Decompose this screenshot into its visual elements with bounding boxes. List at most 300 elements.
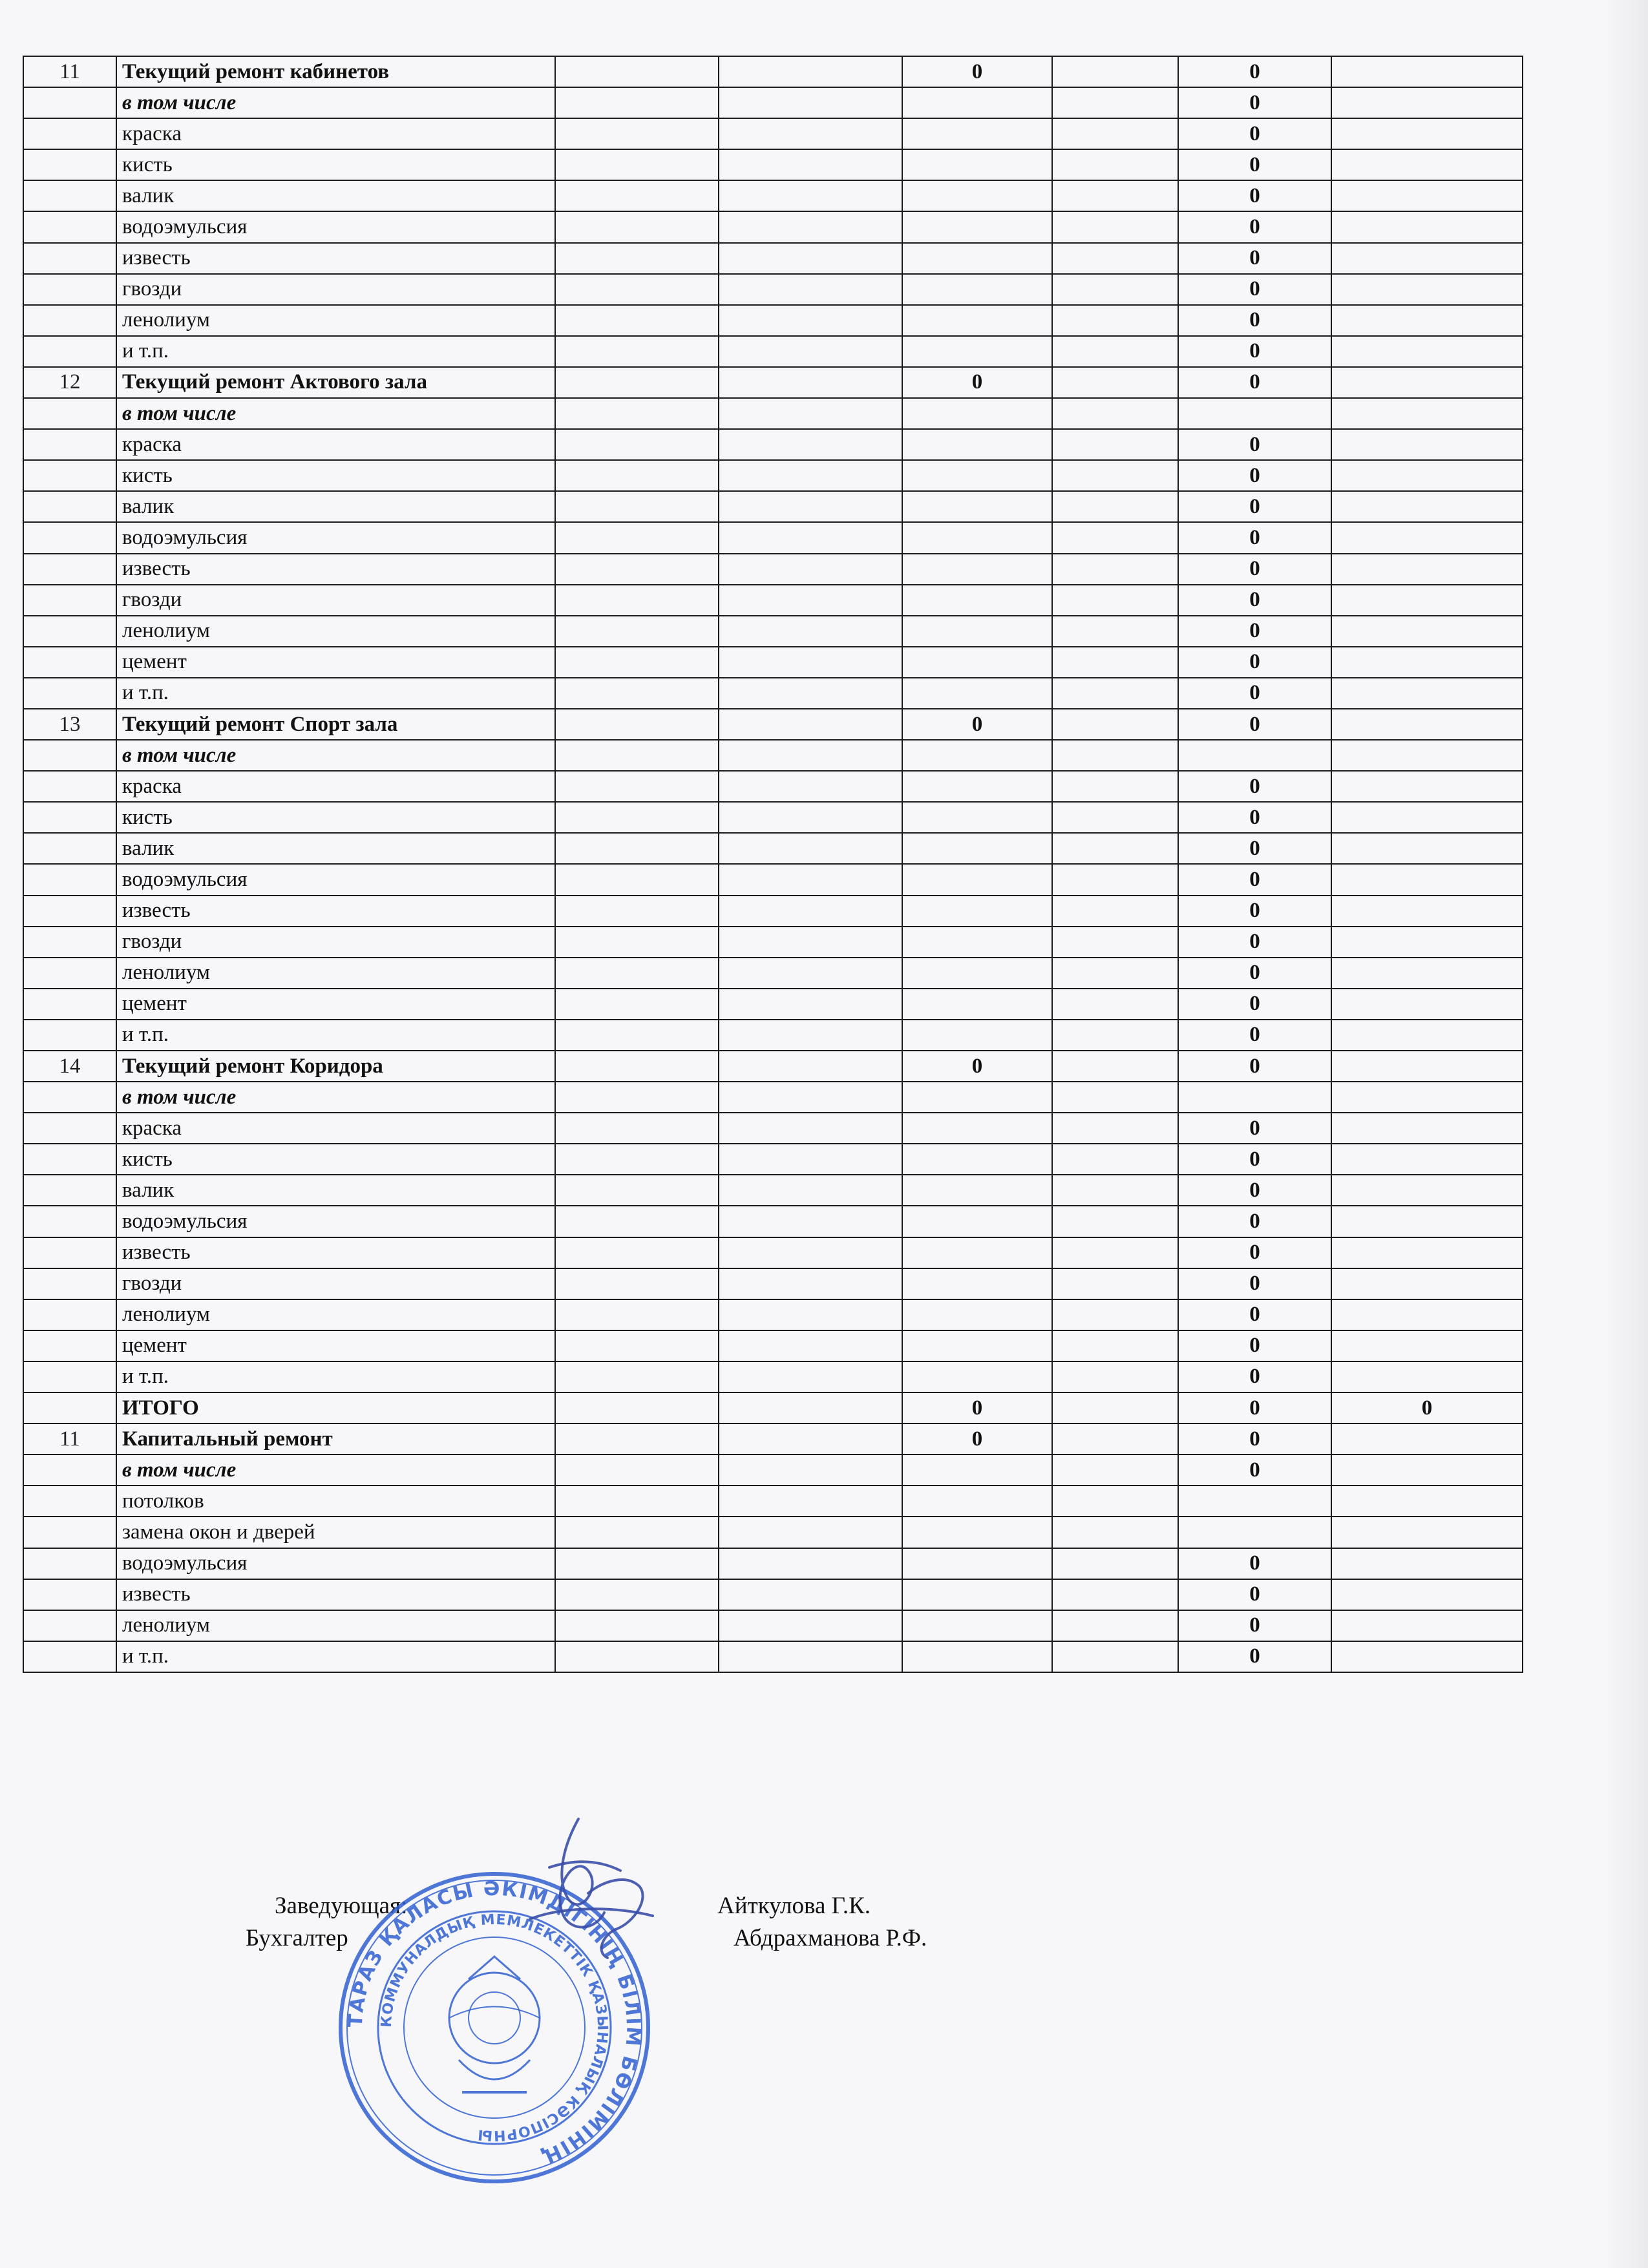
value-cell: 0 [1178, 1579, 1331, 1610]
table-row [23, 647, 1523, 678]
row-number-cell [23, 740, 116, 771]
value-cell [902, 1144, 1052, 1175]
empty-cell [719, 305, 902, 336]
item-name-cell: водоэмульсия [116, 1548, 555, 1579]
value-cell [902, 1548, 1052, 1579]
row-number-cell [23, 1330, 116, 1361]
row-number-cell [23, 149, 116, 180]
value-cell [902, 896, 1052, 927]
empty-cell [555, 1330, 719, 1361]
row-number-cell [23, 989, 116, 1020]
empty-cell [1052, 336, 1178, 367]
table-row [23, 864, 1523, 895]
item-name-cell: ленолиум [116, 616, 555, 647]
value-cell [902, 1517, 1052, 1548]
empty-cell [1052, 491, 1178, 522]
table-row [23, 1361, 1523, 1392]
empty-cell [555, 1144, 719, 1175]
empty-cell [719, 1361, 902, 1392]
empty-cell [555, 1237, 719, 1268]
empty-cell [1052, 118, 1178, 149]
value-cell [1331, 771, 1523, 802]
table-row [23, 149, 1523, 180]
value-cell [1331, 554, 1523, 585]
table-row [23, 1517, 1523, 1548]
empty-cell [719, 1610, 902, 1641]
empty-cell [555, 336, 719, 367]
empty-cell [1052, 56, 1178, 87]
empty-cell [1052, 522, 1178, 553]
empty-cell [555, 1361, 719, 1392]
table-body [23, 56, 1523, 1672]
table-row [23, 1641, 1523, 1672]
row-number-cell [23, 771, 116, 802]
empty-cell [719, 740, 902, 771]
empty-cell [1052, 460, 1178, 491]
total-row [23, 1392, 1523, 1423]
value-cell [1331, 1113, 1523, 1144]
value-cell: 0 [902, 1051, 1052, 1082]
table-row [23, 1610, 1523, 1641]
item-name-cell: валик [116, 180, 555, 211]
row-number-cell [23, 1454, 116, 1486]
empty-cell [1052, 585, 1178, 616]
item-name-cell: ленолиум [116, 1610, 555, 1641]
row-number-cell [23, 1237, 116, 1268]
empty-cell [555, 1392, 719, 1423]
value-cell [902, 1020, 1052, 1051]
empty-cell [555, 554, 719, 585]
empty-cell [555, 927, 719, 958]
value-cell [1331, 336, 1523, 367]
row-number-cell [23, 180, 116, 211]
value-cell [1331, 305, 1523, 336]
row-number-cell [23, 616, 116, 647]
table-row [23, 305, 1523, 336]
value-cell [1331, 833, 1523, 864]
item-name-cell: краска [116, 118, 555, 149]
value-cell: 0 [1178, 180, 1331, 211]
empty-cell [719, 56, 902, 87]
value-cell [902, 1082, 1052, 1113]
empty-cell [555, 1113, 719, 1144]
empty-cell [555, 1517, 719, 1548]
value-cell: 0 [1178, 56, 1331, 87]
empty-cell [1052, 1051, 1178, 1082]
value-cell [1331, 1423, 1523, 1454]
empty-cell [719, 1082, 902, 1113]
value-cell: 0 [902, 367, 1052, 398]
empty-cell [555, 56, 719, 87]
value-cell [902, 1641, 1052, 1672]
item-name-cell: ленолиум [116, 958, 555, 989]
empty-cell [1052, 958, 1178, 989]
empty-cell [555, 1299, 719, 1330]
value-cell [1331, 243, 1523, 274]
row-number-cell [23, 1610, 116, 1641]
row-number-cell [23, 927, 116, 958]
value-cell [1331, 1082, 1523, 1113]
empty-cell [719, 336, 902, 367]
value-cell [902, 491, 1052, 522]
empty-cell [1052, 1082, 1178, 1113]
empty-cell [555, 833, 719, 864]
empty-cell [1052, 1423, 1178, 1454]
value-cell [902, 87, 1052, 118]
value-cell: 0 [1178, 585, 1331, 616]
row-number-cell [23, 585, 116, 616]
empty-cell [555, 429, 719, 460]
section-row [23, 367, 1523, 398]
table-row [23, 243, 1523, 274]
stamp-outer-text: ТАРАЗ ҚАЛАСЫ ӘКІМДІГІНІҢ БІЛІМ БӨЛІМІНІҢ [344, 1877, 645, 2168]
value-cell: 0 [1178, 243, 1331, 274]
empty-cell [719, 616, 902, 647]
section-row [23, 1051, 1523, 1082]
empty-cell [555, 1486, 719, 1517]
value-cell [902, 522, 1052, 553]
item-name-cell: Текущий ремонт Актового зала [116, 367, 555, 398]
empty-cell [719, 149, 902, 180]
table-row [23, 802, 1523, 833]
empty-cell [719, 243, 902, 274]
handwritten-signature [491, 1809, 659, 1964]
value-cell: 0 [1178, 1454, 1331, 1486]
value-cell [1331, 647, 1523, 678]
value-cell: 0 [1178, 1144, 1331, 1175]
empty-cell [1052, 243, 1178, 274]
value-cell: 0 [1178, 1051, 1331, 1082]
table-row [23, 1486, 1523, 1517]
value-cell: 0 [1178, 1610, 1331, 1641]
table-row [23, 616, 1523, 647]
empty-cell [1052, 554, 1178, 585]
empty-cell [555, 958, 719, 989]
value-cell [902, 554, 1052, 585]
table-row [23, 1579, 1523, 1610]
empty-cell [719, 367, 902, 398]
item-name-cell: потолков [116, 1486, 555, 1517]
empty-cell [555, 1020, 719, 1051]
empty-cell [1052, 1579, 1178, 1610]
empty-cell [719, 87, 902, 118]
value-cell [1331, 429, 1523, 460]
empty-cell [719, 989, 902, 1020]
empty-cell [555, 180, 719, 211]
item-name-cell: Текущий ремонт кабинетов [116, 56, 555, 87]
value-cell [902, 864, 1052, 895]
item-name-cell: известь [116, 1579, 555, 1610]
value-cell: 0 [1178, 616, 1331, 647]
empty-cell [719, 585, 902, 616]
empty-cell [1052, 1144, 1178, 1175]
empty-cell [719, 1579, 902, 1610]
table-row [23, 211, 1523, 242]
value-cell [1331, 522, 1523, 553]
value-cell: 0 [1178, 802, 1331, 833]
empty-cell [555, 1423, 719, 1454]
value-cell [1178, 1082, 1331, 1113]
empty-cell [719, 958, 902, 989]
table-row [23, 274, 1523, 305]
empty-cell [1052, 864, 1178, 895]
empty-cell [555, 1082, 719, 1113]
empty-cell [555, 149, 719, 180]
empty-cell [555, 243, 719, 274]
value-cell [1178, 740, 1331, 771]
empty-cell [1052, 802, 1178, 833]
empty-cell [555, 864, 719, 895]
value-cell [1331, 678, 1523, 709]
value-cell [1331, 1175, 1523, 1206]
value-cell: 0 [1178, 647, 1331, 678]
empty-cell [555, 709, 719, 740]
table-row [23, 927, 1523, 958]
row-number-cell [23, 87, 116, 118]
empty-cell [719, 554, 902, 585]
value-cell [1331, 180, 1523, 211]
empty-cell [555, 305, 719, 336]
empty-cell [555, 211, 719, 242]
row-number-cell [23, 336, 116, 367]
value-cell [1331, 958, 1523, 989]
value-cell [902, 1361, 1052, 1392]
row-number-cell [23, 118, 116, 149]
empty-cell [719, 1144, 902, 1175]
row-number-cell [23, 1144, 116, 1175]
empty-cell [1052, 896, 1178, 927]
row-number-cell [23, 1641, 116, 1672]
table-row [23, 180, 1523, 211]
item-name-cell: краска [116, 771, 555, 802]
value-cell [902, 1206, 1052, 1237]
value-cell: 0 [1178, 118, 1331, 149]
empty-cell [555, 616, 719, 647]
empty-cell [719, 1175, 902, 1206]
value-cell [1331, 1020, 1523, 1051]
value-cell [1178, 398, 1331, 429]
value-cell [1331, 56, 1523, 87]
empty-cell [555, 87, 719, 118]
value-cell: 0 [902, 56, 1052, 87]
table-row [23, 429, 1523, 460]
value-cell: 0 [1178, 1299, 1331, 1330]
row-number-cell [23, 1517, 116, 1548]
value-cell [902, 647, 1052, 678]
empty-cell [1052, 1175, 1178, 1206]
empty-cell [719, 802, 902, 833]
empty-cell [1052, 1454, 1178, 1486]
item-name-cell: замена окон и дверей [116, 1517, 555, 1548]
item-name-cell: ленолиум [116, 1299, 555, 1330]
value-cell [1331, 1361, 1523, 1392]
value-cell [902, 1486, 1052, 1517]
value-cell: 0 [1178, 1330, 1331, 1361]
value-cell: 0 [1178, 989, 1331, 1020]
row-number-cell: 14 [23, 1051, 116, 1082]
table-row [23, 896, 1523, 927]
subheader-row [23, 740, 1523, 771]
empty-cell [719, 927, 902, 958]
item-name-cell: в том числе [116, 87, 555, 118]
value-cell [1331, 1610, 1523, 1641]
empty-cell [719, 429, 902, 460]
item-name-cell: кисть [116, 149, 555, 180]
value-cell [1331, 491, 1523, 522]
value-cell [1331, 1454, 1523, 1486]
empty-cell [719, 1641, 902, 1672]
empty-cell [1052, 740, 1178, 771]
item-name-cell: известь [116, 896, 555, 927]
value-cell [1331, 1486, 1523, 1517]
item-name-cell: и т.п. [116, 1361, 555, 1392]
value-cell: 0 [902, 1392, 1052, 1423]
item-name-cell: известь [116, 1237, 555, 1268]
item-name-cell: ленолиум [116, 305, 555, 336]
row-number-cell [23, 1486, 116, 1517]
empty-cell [1052, 678, 1178, 709]
row-number-cell [23, 1299, 116, 1330]
item-name-cell: гвозди [116, 585, 555, 616]
value-cell [902, 180, 1052, 211]
empty-cell [719, 180, 902, 211]
empty-cell [555, 274, 719, 305]
item-name-cell: цемент [116, 647, 555, 678]
value-cell [902, 429, 1052, 460]
empty-cell [1052, 1020, 1178, 1051]
value-cell [902, 1299, 1052, 1330]
value-cell [902, 771, 1052, 802]
value-cell: 0 [1178, 305, 1331, 336]
value-cell: 0 [1178, 1392, 1331, 1423]
empty-cell [555, 1051, 719, 1082]
value-cell [1331, 1299, 1523, 1330]
value-cell: 0 [1178, 460, 1331, 491]
subheader-row [23, 87, 1523, 118]
value-cell: 0 [1178, 927, 1331, 958]
empty-cell [719, 647, 902, 678]
row-number-cell [23, 647, 116, 678]
row-number-cell [23, 1548, 116, 1579]
value-cell [902, 243, 1052, 274]
value-cell [1331, 87, 1523, 118]
value-cell [1331, 1268, 1523, 1299]
table-row [23, 554, 1523, 585]
empty-cell [1052, 305, 1178, 336]
value-cell: 0 [1178, 709, 1331, 740]
empty-cell [555, 989, 719, 1020]
row-number-cell: 11 [23, 1423, 116, 1454]
row-number-cell [23, 678, 116, 709]
value-cell: 0 [1178, 1206, 1331, 1237]
item-name-cell: ИТОГО [116, 1392, 555, 1423]
empty-cell [1052, 709, 1178, 740]
value-cell [902, 274, 1052, 305]
value-cell: 0 [1178, 958, 1331, 989]
row-number-cell [23, 522, 116, 553]
empty-cell [719, 274, 902, 305]
empty-cell [1052, 616, 1178, 647]
empty-cell [555, 367, 719, 398]
value-cell [902, 833, 1052, 864]
empty-cell [555, 740, 719, 771]
value-cell [902, 989, 1052, 1020]
value-cell: 0 [1178, 1268, 1331, 1299]
empty-cell [555, 1454, 719, 1486]
value-cell: 0 [1178, 1423, 1331, 1454]
value-cell [1331, 1051, 1523, 1082]
empty-cell [555, 678, 719, 709]
item-name-cell: краска [116, 1113, 555, 1144]
value-cell [1178, 1486, 1331, 1517]
subheader-row [23, 398, 1523, 429]
empty-cell [719, 522, 902, 553]
empty-cell [1052, 1392, 1178, 1423]
empty-cell [1052, 274, 1178, 305]
empty-cell [719, 709, 902, 740]
value-cell: 0 [1178, 896, 1331, 927]
item-name-cell: гвозди [116, 927, 555, 958]
value-cell [902, 616, 1052, 647]
value-cell: 0 [1178, 149, 1331, 180]
empty-cell [555, 802, 719, 833]
subheader-row [23, 1454, 1523, 1486]
accountant-name: Абдрахманова Р.Ф. [734, 1925, 927, 1951]
table-row [23, 118, 1523, 149]
value-cell [1331, 864, 1523, 895]
empty-cell [1052, 87, 1178, 118]
row-number-cell [23, 1579, 116, 1610]
value-cell: 0 [902, 709, 1052, 740]
row-number-cell: 13 [23, 709, 116, 740]
item-name-cell: и т.п. [116, 1641, 555, 1672]
value-cell: 0 [1178, 1175, 1331, 1206]
empty-cell [555, 771, 719, 802]
row-number-cell [23, 958, 116, 989]
value-cell: 0 [1178, 336, 1331, 367]
empty-cell [1052, 1548, 1178, 1579]
item-name-cell: кисть [116, 1144, 555, 1175]
empty-cell [1052, 398, 1178, 429]
value-cell: 0 [1178, 491, 1331, 522]
value-cell: 0 [1178, 429, 1331, 460]
row-number-cell [23, 491, 116, 522]
item-name-cell: и т.п. [116, 678, 555, 709]
empty-cell [555, 1206, 719, 1237]
empty-cell [719, 1020, 902, 1051]
table-row [23, 1237, 1523, 1268]
section-row [23, 56, 1523, 87]
table-row [23, 1020, 1523, 1051]
row-number-cell [23, 429, 116, 460]
empty-cell [719, 460, 902, 491]
table-row [23, 1548, 1523, 1579]
empty-cell [555, 491, 719, 522]
empty-cell [719, 491, 902, 522]
row-number-cell [23, 1206, 116, 1237]
value-cell [902, 336, 1052, 367]
value-cell: 0 [1178, 771, 1331, 802]
value-cell [902, 1330, 1052, 1361]
empty-cell [555, 460, 719, 491]
item-name-cell: краска [116, 429, 555, 460]
empty-cell [719, 833, 902, 864]
scan-edge-shadow [1603, 0, 1648, 2268]
empty-cell [719, 864, 902, 895]
empty-cell [1052, 149, 1178, 180]
table-row [23, 336, 1523, 367]
empty-cell [1052, 367, 1178, 398]
